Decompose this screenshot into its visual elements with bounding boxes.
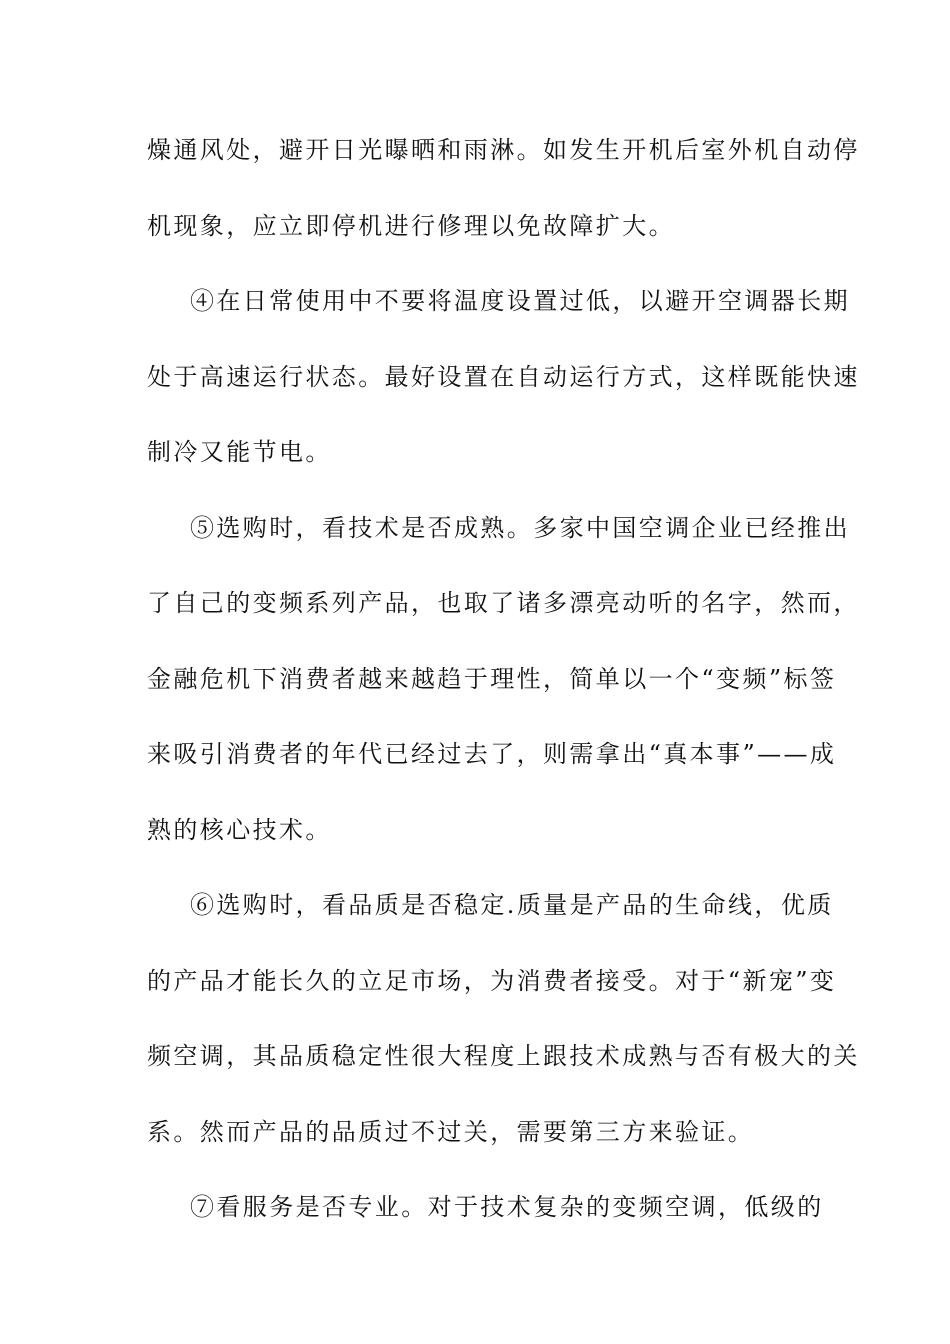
text-line: 来吸引消费者的年代已经过去了，则需拿出“真本事”——成 bbox=[147, 740, 837, 768]
text-line: 处于高速运行状态。最好设置在自动运行方式，这样既能快速 bbox=[147, 362, 860, 391]
text-line: ④在日常使用中不要将温度设置过低，以避开空调器长期 bbox=[190, 287, 850, 315]
text-line: 系。然而产品的品质过不过关，需要第三方来验证。 bbox=[147, 1117, 755, 1146]
text-line: 制冷又能节电。 bbox=[147, 438, 332, 466]
text-line: ⑥选购时，看品质是否稳定.质量是产品的生命线，优质 bbox=[190, 891, 834, 919]
text-line: 的产品才能长久的立足市场，为消费者接受。对于“新宠”变 bbox=[147, 966, 837, 995]
text-line: 熟的核心技术。 bbox=[147, 815, 332, 844]
text-line: 机现象，应立即停机进行修理以免故障扩大。 bbox=[147, 211, 675, 240]
text-line: ⑤选购时，看技术是否成熟。多家中国空调企业已经推出 bbox=[190, 513, 850, 542]
text-line: ⑦看服务是否专业。对于技术复杂的变频空调，低级的 bbox=[190, 1193, 824, 1221]
text-line: 频空调，其品质稳定性很大程度上跟技术成熟与否有极大的关 bbox=[147, 1042, 860, 1070]
body-text bbox=[147, 125, 860, 1258]
text-line: 金融危机下消费者越来越趋于理性，简单以一个“变频”标签 bbox=[147, 664, 837, 693]
text-line: 燥通风处，避开日光曝晒和雨淋。如发生开机后室外机自动停 bbox=[147, 136, 860, 164]
text-line: 了自己的变频系列产品，也取了诸多漂亮动听的名字，然而， bbox=[147, 589, 860, 617]
